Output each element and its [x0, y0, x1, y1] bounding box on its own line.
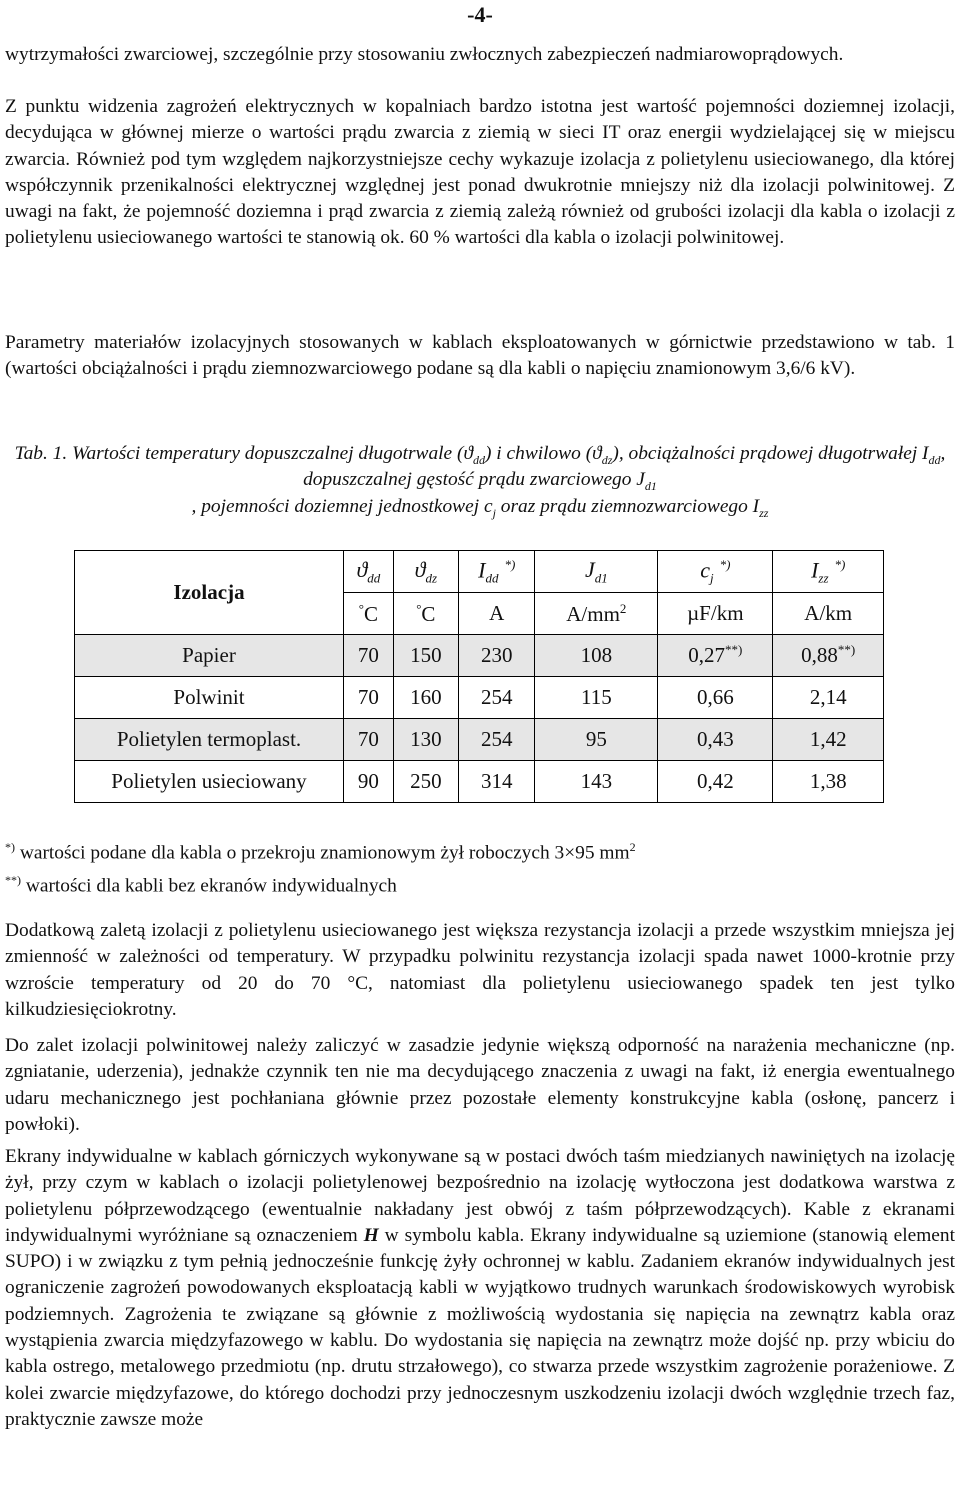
table-cell: 160 [393, 677, 458, 719]
table-row [75, 761, 884, 803]
table-row [75, 677, 884, 719]
table-cell: 70 [344, 677, 394, 719]
table-cell: 90 [344, 761, 394, 803]
table-cell: 115 [535, 677, 658, 719]
footnote-1: *) wartości podane dla kabla o przekroju znamionowym żył roboczych 3×95 $mm^2$ [5, 840, 636, 864]
page-number: -4- [467, 2, 493, 27]
material-name: Polwinit [75, 677, 344, 719]
unit-cell: °C [344, 593, 394, 635]
table-cell: 0,43 [658, 719, 773, 761]
table-cell: 108 [535, 635, 658, 677]
table-cell: 0,42 [658, 761, 773, 803]
table-cell: 143 [535, 761, 658, 803]
body-paragraph-2: Do zalet izolacji polwinitowej należy zaliczyć w zasadzie jedynie większą odporność na narażenia mechaniczne (np. zgniatanie, uderzenia), jednakże czynnik ten nie ma decydującego znaczenia z uwagi na fakt, iż energia ewentualnego udaru mechanicznego jest pochłaniana głównie przez pozostałe elementy konstrukcyjne kabla (osłonę, pancerz i powłoki). [5, 1035, 955, 1135]
material-name: Papier [75, 635, 344, 677]
body-paragraph-1: Dodatkową zaletą izolacji z polietylenu usieciowanego jest większa rezystancja izolacji a przede wszystkim mniejsza jej zmienność w zależności od temperatury. W przypadku polwinitu rezystancja izolacji spada nawet 1000-krotnie przy wzroście temperatury od 20 do 70 °C, natomiast dla polietylenu usieciowanego spadek ten jest tylko kilkudziesięciokrotny. [5, 920, 955, 1020]
table-cell: 250 [393, 761, 458, 803]
intro-paragraph-1: wytrzymałości zwarciowej, szczególnie przy stosowaniu zwłocznych zabezpieczeń nadmiarowoprądowych. [5, 44, 844, 65]
insulation-parameters-table [74, 550, 884, 803]
table-cell: 130 [393, 719, 458, 761]
header-symbol: $ϑ_{dz}$ [393, 551, 458, 593]
table-cell: 230 [458, 635, 535, 677]
table-row [75, 635, 884, 677]
header-symbol: $I_{zz}^{*)}$ [773, 551, 884, 593]
unit-cell: °C [393, 593, 458, 635]
table-cell: 2,14 [773, 677, 884, 719]
material-name: Polietylen usieciowany [75, 761, 344, 803]
table-cell: 254 [458, 677, 535, 719]
table-cell: 314 [458, 761, 535, 803]
table-footnotes [5, 834, 636, 900]
header-symbol: $J_{d1}$ [535, 551, 658, 593]
table-caption: Tab. 1. Wartości temperatury dopuszczalnej długotrwale $(ϑ_{dd})$ i chwilowo $(ϑ_{dz})$, obciążalności prądowej długotrwałej $I_{dd}$, dopuszczalnej gęstość prądu zwarciowego $J_{d1}$ , pojemności doziemnej jednostkowej $c_j$ oraz prądu ziemnozwarciowego $I_{zz}$ [14, 443, 946, 520]
intro-paragraph-3: Parametry materiałów izolacyjnych stosowanych w kablach eksploatowanych w górnictwie przedstawiono w tab. 1 (wartości obciążalności i prądu ziemnozwarciowego podane są dla kabli o napięciu znamionowym 3,6/6 kV). [5, 332, 955, 380]
table-cell: 150 [393, 635, 458, 677]
header-symbol: $c_j^{*)}$ [658, 551, 773, 593]
table-cell: 0,27**) [658, 635, 773, 677]
table-cell: 70 [344, 635, 394, 677]
unit-cell: $A/mm^2$ [535, 593, 658, 635]
unit-cell: A [458, 593, 535, 635]
unit-cell: A/km [773, 593, 884, 635]
footnote-2: **) wartości dla kabli bez ekranów indywidualnych [5, 872, 397, 897]
table-cell: 1,42 [773, 719, 884, 761]
table-cell: 70 [344, 719, 394, 761]
header-symbol: $I_{dd}^{*)}$ [458, 551, 535, 593]
header-izolacja: Izolacja [75, 551, 344, 635]
table-cell: 95 [535, 719, 658, 761]
body-paragraph-3: Ekrany indywidualne w kablach górniczych wykonywane są w postaci dwóch taśm miedzianych nawiniętych na izolację żył, przy czym w kablach o izolacji polietylenowej bezpośrednio na izolację wytłoczona jest dodatkowa warstwa z polietylenu półprzewodzącego (ewentualnie nakładany jest obwój z taśm półprzewodzących). Kable z ekranami indywidualnymi wyróżniane są oznaczeniem H w symbolu kabla. Ekrany indywidualne są uziemione (stanowią element SUPO) i w związku z tym pełnią jednocześnie funkcję żyły ochronnej w kablu. Zadaniem ekranów indywidualnych jest ograniczenie zagrożeń powodowanych eksploatacją kabli w wyjątkowo trudnych warunkach środowiskowych wyrobisk podziemnych. Zagrożenia te związane są głównie z możliwością wydostania się napięcia na zewnątrz kabla oraz wystąpienia zwarcia międzyfazowego w kablu. Do wydostania się napięcia na zewnątrz może dojść np. przy wbiciu do kabla ostrego, metalowego przedmiotu (np. drutu strzałowego), co stwarza przede wszystkim zagrożenie porażeniowe. Z kolei zwarcie międzyfazowe, do którego dochodzi przy jednoczesnym uszkodzeniu izolacji dwóch względnie trzech faz, praktycznie zawsze może [5, 1146, 955, 1430]
intro-paragraph-2: Z punktu widzenia zagrożeń elektrycznych w kopalniach bardzo istotna jest wartość pojemności doziemnej izolacji, decydująca w głównej mierze o wartości prądu zwarcia z ziemią w sieci IT oraz energii wydzielającej się w miejscu zwarcia. Również pod tym względem najkorzystniejsze cechy wykazuje izolacja z polietylenu usieciowanego, dla której współczynnik przenikalności elektrycznej względnej jest ponad dwukrotnie mniejszy niż dla izolacji polwinitowej. Z uwagi na fakt, że pojemność doziemna i prąd zwarcia z ziemią zależą również od grubości izolacji dla kabla o izolacji z polietylenu usieciowanego wartości te stanowią ok. 60 % wartości dla kabla o izolacji polwinitowej. [5, 96, 955, 249]
header-symbol: $ϑ_{dd}$ [344, 551, 394, 593]
symbol-letter-h: H [363, 1224, 379, 1246]
table-cell: 1,38 [773, 761, 884, 803]
table-cell: 0,88**) [773, 635, 884, 677]
table-cell: 0,66 [658, 677, 773, 719]
table-header-row [75, 551, 884, 593]
table-row [75, 719, 884, 761]
unit-cell: µF/km [658, 593, 773, 635]
material-name: Polietylen termoplast. [75, 719, 344, 761]
table-cell: 254 [458, 719, 535, 761]
